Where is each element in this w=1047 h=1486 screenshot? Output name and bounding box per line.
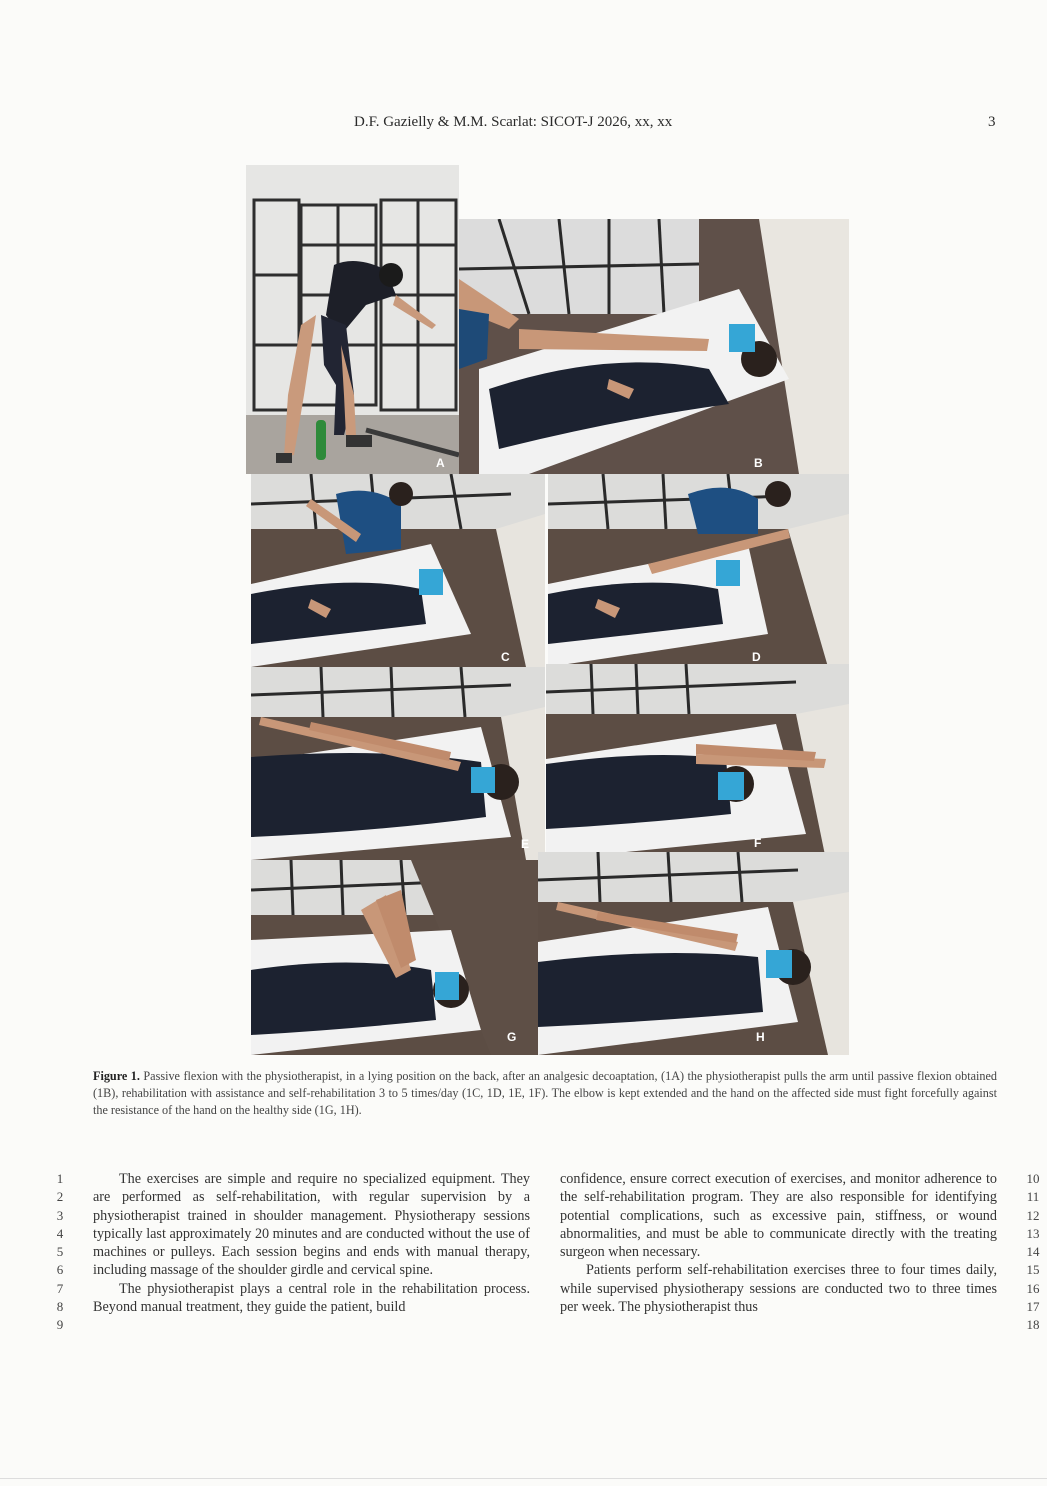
panel-b-photo	[459, 219, 849, 474]
paragraph: Patients perform self-rehabilitation exercises three to four times daily, while supervised physiotherapy sessions are conducted two to three times per week. The physiotherapist thus	[560, 1262, 997, 1316]
panel-c-photo	[251, 474, 545, 667]
panel-h-photo	[538, 852, 849, 1055]
panel-letter-c: C	[501, 650, 510, 664]
line-number: 17	[1026, 1299, 1040, 1315]
line-number: 15	[1026, 1262, 1040, 1278]
body-column-left	[93, 1170, 530, 1316]
line-number: 18	[1026, 1317, 1040, 1333]
paragraph: The exercises are simple and require no specialized equipment. They are performed as self-rehabilitation, with regular supervision by a physiotherapist trained in shoulder management. Physiotherapy sessions typically last approximately 20 minutes and are conducted without the use of machines or pulleys. Each session begins and ends with manual therapy, including massage of the shoulder girdle and cervical spine.	[93, 1171, 530, 1279]
line-number: 16	[1026, 1280, 1040, 1296]
panel-letter-a: A	[436, 456, 445, 470]
line-numbers-right	[1022, 1170, 1044, 1335]
line-number: 8	[56, 1299, 64, 1315]
line-number: 10	[1026, 1171, 1040, 1186]
figure-panel-h	[538, 852, 849, 1055]
panel-d-photo	[548, 474, 849, 667]
line-number: 4	[56, 1225, 64, 1241]
line-numbers-left	[52, 1170, 68, 1335]
page-number: 3	[988, 114, 996, 130]
line-number: 14	[1026, 1244, 1040, 1260]
line-number: 6	[56, 1262, 64, 1278]
line-number: 7	[56, 1280, 64, 1296]
figure-panel-e	[251, 667, 545, 860]
figure-panel-a	[246, 165, 459, 474]
line-number: 13	[1026, 1225, 1040, 1241]
figure-panel-c	[251, 474, 545, 667]
page-bottom-divider	[0, 1478, 1047, 1479]
panel-a-photo	[246, 165, 459, 474]
line-number: 2	[56, 1189, 64, 1205]
line-number: 11	[1026, 1189, 1040, 1205]
panel-letter-b: B	[754, 456, 763, 470]
panel-g-photo	[251, 860, 538, 1055]
figure-panel-d	[548, 474, 849, 667]
caption-label: Figure 1.	[93, 1069, 140, 1083]
body-column-right	[560, 1170, 997, 1316]
figure-panel-f	[546, 664, 849, 860]
running-header	[0, 114, 1047, 138]
line-number: 5	[56, 1244, 64, 1260]
line-number: 1	[56, 1171, 64, 1186]
figure-panel-g	[251, 860, 538, 1055]
line-number: 12	[1026, 1207, 1040, 1223]
panel-f-photo	[546, 664, 849, 860]
figure-panel-b	[459, 219, 849, 474]
panel-letter-e: E	[521, 837, 530, 851]
line-number: 9	[56, 1317, 64, 1333]
panel-letter-f: F	[754, 836, 762, 850]
paragraph: The physiotherapist plays a central role in the rehabilitation process. Beyond manual treatment, they guide the patient, build	[93, 1280, 530, 1316]
panel-letter-d: D	[752, 650, 761, 664]
caption-text: Passive flexion with the physiotherapist, in a lying position on the back, after an analgesic decoaptation, (1A) the physiotherapist pulls the arm until passive flexion obtained (1B), rehabilitation with assistance and self-rehabilitation 3 to 5 times/day (1C, 1D, 1E, 1F). The elbow is kept extended and the hand on the affected side must fight forcefully against the resistance of the hand on the healthy side (1G, 1H).	[93, 1069, 997, 1117]
panel-letter-g: G	[507, 1030, 517, 1044]
panel-e-photo	[251, 667, 545, 860]
line-number: 3	[56, 1207, 64, 1223]
running-head: D.F. Gazielly & M.M. Scarlat: SICOT-J 2026, xx, xx	[354, 114, 673, 130]
paragraph: confidence, ensure correct execution of exercises, and monitor adherence to the self-rehabilitation program. They are also responsible for identifying potential complications, such as excessive pain, stiffness, or wound abnormalities, and must be able to communicate directly with the treating surgeon when necessary.	[560, 1171, 997, 1261]
figure-caption	[93, 1068, 997, 1119]
panel-letter-h: H	[756, 1030, 765, 1044]
